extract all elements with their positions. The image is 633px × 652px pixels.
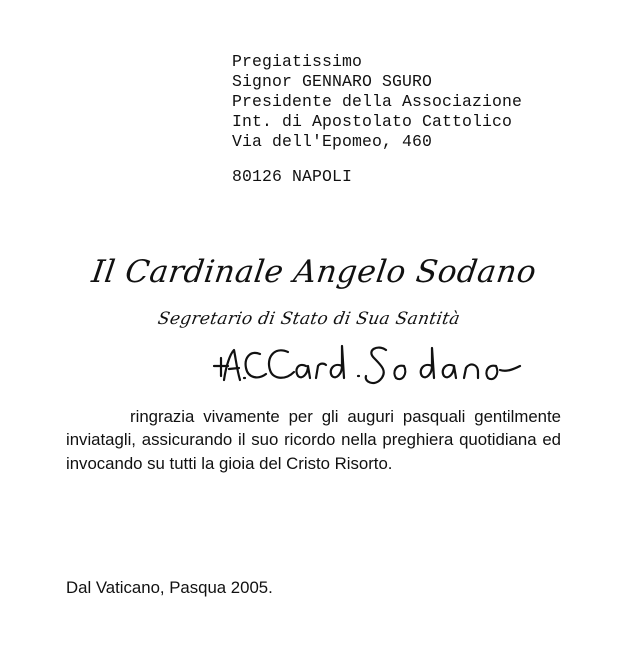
handwritten-signature: [208, 336, 528, 394]
letterhead-name: Il Cardinale Angelo Sodano: [89, 254, 539, 290]
recipient-title-line-1: Presidente della Associazione: [232, 92, 523, 111]
body-paragraph: [66, 405, 561, 475]
recipient-street: Via dell'Epomeo, 460: [232, 132, 433, 151]
letterhead-role: Segretario di Stato di Sua Santità: [156, 309, 462, 329]
recipient-title-line-2: Int. di Apostolato Cattolico: [232, 112, 513, 131]
recipient-address-block: [232, 52, 522, 187]
recipient-postal-city: 80126 NAPOLI: [232, 167, 353, 186]
recipient-name: Signor GENNARO SGURO: [232, 72, 433, 91]
body-paragraph-text: ringrazia vivamente per gli auguri pasquali gentilmente inviatagli, assicurando il suo ricordo nella preghiera quotidiana ed invocando su tutti la gioia del Cristo Risorto.: [66, 407, 561, 473]
place-and-date: Dal Vaticano, Pasqua 2005.: [66, 578, 273, 597]
salutation: Pregiatissimo: [232, 52, 363, 71]
